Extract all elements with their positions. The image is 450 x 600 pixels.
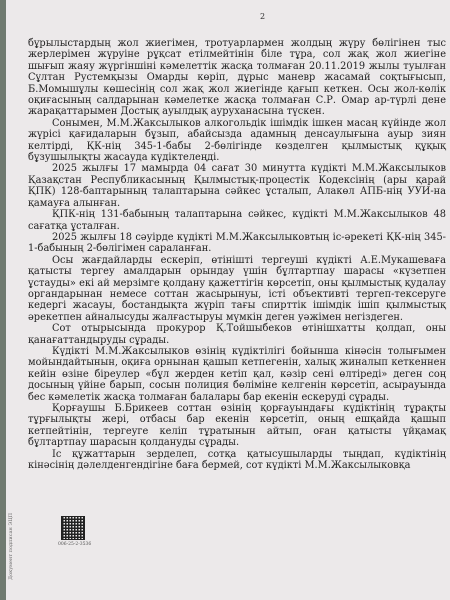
paragraph: Қорғаушы Б.Брикеев соттан өзінің қорғауындағы күдіктінің тұрақты тұрғылықты жері, отбасы бар екенін көрсетіп, оның ешқайда қашып кетпейтінін, тергеуге келіп тұратынын айтып, оған қатысты үйқамақ бұлтартпау шарасын қолдануды сұрады. (28, 403, 446, 449)
paragraph: 2025 жылғы 18 сәуірде күдікті М.М.Жаксылыковтың іс-әрекеті ҚК-нің 345-1-бабының 2-бөлігімен сараланған. (28, 231, 446, 255)
document-body (28, 38, 446, 471)
document-page (6, 0, 450, 600)
paragraph: Іс құжаттарын зерделеп, сотқа қатысушыларды тыңдап, күдіктінің кінәсінің дәлелденгендігіне баға бермей, сот күдікті М.М.Жаксылыковқа (28, 448, 446, 472)
page-number: 2 (260, 12, 266, 21)
paragraph: Сонымен, М.М.Жаксылыков алкогольдік ішімдік ішкен масаң күйінде жол жүрісі қағидаларын бұзып, абайсызда адамның денсаулығына ауыр зиян келтірді, ҚК-нің 345-1-бабы 2-бөлігінде көзделген қылмыстық құқық бұзушылықты жасауда күдіктелеңді. (28, 117, 446, 164)
paragraph: Сот отырысында прокурор Қ.Тойшыбеков өтінішхатты қолдап, оны қанағаттандыруды сұрады. (28, 323, 446, 346)
qr-caption: 006-25-2-3536 (58, 542, 92, 547)
qr-code-icon (61, 516, 85, 540)
paragraph: Күдікті М.М.Жаксылыков өзінің күдіктілігі бойынша кінәсін толығымен мойындайтынын, оқиға орнынан қашып кетпегенін, халық жиналып кеткеннен кейін өзіне біреулер «бұл жерден кетіп қал, кәзір сені өлтіреді» деген соң досының үйіне барып, сосын полиция бөліміне келгенін көрсетіп, асырауында бес кәмелетік жасқа толмаған балалары бар екенін ескеруді сұрады. (28, 345, 446, 403)
paragraph: Осы жағдайларды ескеріп, өтінішті тергеуші күдікті А.Е.Мукашеваға қатысты тергеу амалдарын орындау үшін бұлтартпау шарасы «күзетпен ұстауды» екі ай мерзімге қолдану қажеттігін көрсетіп, оны қылмыстық қудалау органдарынан немесе соттан жасырынуы, істі объективті тергеп-тексеруге кедергі жасауы, бостандықта жүріп тағы спирттік ішімдік ішіп қылмыстық әрекетпен айналысуды жалғастыруы мүмкін деген уәжімен негіздеген. (28, 254, 446, 323)
side-note: Документ подписан ЭЦП (8, 512, 14, 580)
paragraph: бұрылыстардың жол жиегімен, тротуарлармен жолдың жүру бөлігінен тыс жерлерімен жүруіне рұқсат етілмейтінін біле тұра, сол жақ жол жиегіне шығып жаяу жүргіншіні кәмелеттік жасқа толмаған 20.11.2019 жылы туылған Сұлтан Рустемқызы Омарды көріп, дұрыс маневр жасамай соқтығысып, Б.Момышұлы көшесінің сол жақ жол жиегінде қағып кеткен. Осы жол-көлік оқиғасының салдарынан кәмелетке жасқа толмаған С.Р. Омар ар-түрлі дене жарақаттарымен Достық ауылдық ауруханасына түскен. (28, 38, 446, 118)
paragraph: ҚПК-нің 131-бабының талаптарына сәйкес, күдікті М.М.Жаксылыков 48 сағатқа ұсталған. (28, 209, 446, 232)
paragraph: 2025 жылғы 17 мамырда 04 сағат 30 минутта күдікті М.М.Жаксылыков Қазақстан Республикасының Қылмыстық-процестік Кодексінің (ары қарай ҚПК) 128-баптарының талаптарына сәйкес ұсталып, Алакөл АПБ-нің УУИ-на қамауға алынған. (28, 163, 446, 209)
